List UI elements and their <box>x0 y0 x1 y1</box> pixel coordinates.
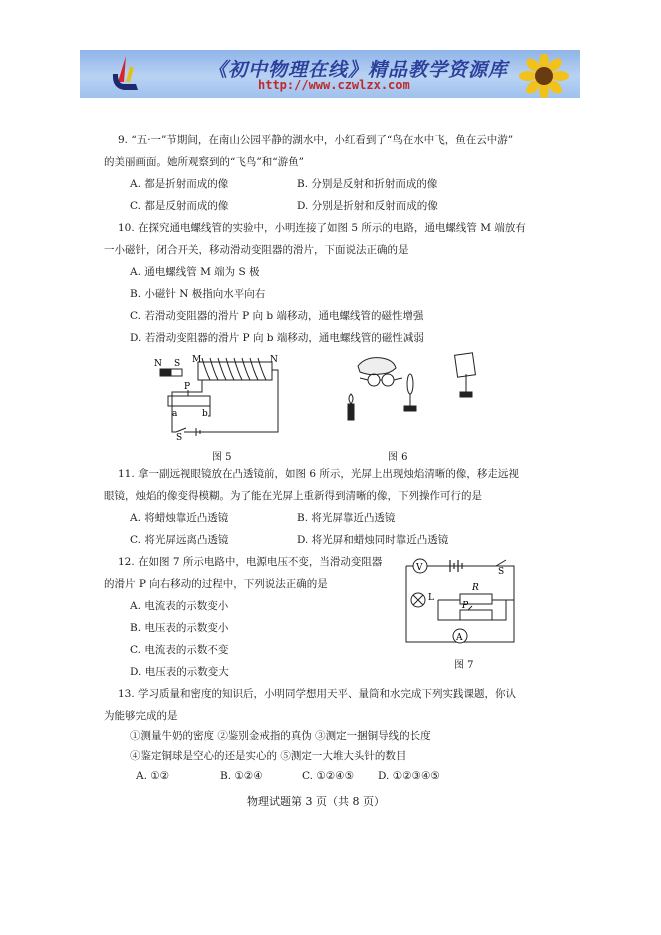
sunflower-icon <box>514 54 574 98</box>
fig5-label-s2: S <box>176 433 183 442</box>
fig5-label-p: P <box>184 382 191 392</box>
fig7-label-p: P <box>462 601 469 611</box>
fig5-label-m: M <box>192 355 202 365</box>
figure-7-circuit <box>398 550 518 650</box>
q10-option-d: D. 若滑动变阻器的滑片 P 向 b 端移动，通电螺线管的磁性减弱 <box>130 332 424 344</box>
fig7-label-r: R <box>472 583 479 593</box>
q10-option-c: C. 若滑动变阻器的滑片 P 向 b 端移动，通电螺线管的磁性增强 <box>130 310 424 322</box>
q10-option-a: A. 通电螺线管 M 端为 S 极 <box>130 266 260 278</box>
q11-option-c: C. 将光屏远离凸透镜 <box>130 534 229 546</box>
fig7-label-s: S <box>498 567 505 577</box>
q10-stem-line1: 10. 在探究通电螺线管的实验中，小明连接了如图 5 所示的电路，通电螺线管 M 端放有 <box>118 222 526 234</box>
fig5-label-a: a <box>172 409 178 419</box>
q11-stem-line2: 眼镜，烛焰的像变得模糊。为了能在光屏上重新得到清晰的像，下列操作可行的是 <box>104 490 482 502</box>
q13-option-a: A. ①② <box>136 770 170 782</box>
q9-option-a: A. 都是折射而成的像 <box>130 178 229 190</box>
fig5-label-n: N <box>154 359 162 369</box>
q9-option-d: D. 分别是折射和反射而成的像 <box>297 200 438 212</box>
fig5-label-n2: N <box>270 355 278 365</box>
figure-5-solenoid-circuit <box>150 352 290 442</box>
q12-option-d: D. 电压表的示数变大 <box>130 666 229 678</box>
fig6-caption: 图 6 <box>388 452 408 463</box>
banner-url[interactable]: http://www.czwlzx.com <box>258 78 410 92</box>
fig7-caption: 图 7 <box>454 660 474 671</box>
fig5-label-s: S <box>174 359 181 369</box>
q13-stem-line2: 为能够完成的是 <box>104 710 178 722</box>
q12-option-a: A. 电流表的示数变小 <box>130 600 229 612</box>
logo-icon <box>108 52 144 94</box>
q12-stem-line1: 12. 在如图 7 所示电路中，电源电压不变，当滑动变阻器 <box>118 556 383 568</box>
q13-items-line1: ①测量牛奶的密度 ②鉴别金戒指的真伪 ③测定一捆铜导线的长度 <box>130 730 431 742</box>
header-banner <box>80 50 580 98</box>
banner-title: 《初中物理在线》精品教学资源库 <box>208 59 509 81</box>
q13-option-c: C. ①②④⑤ <box>302 770 354 782</box>
q11-option-d: D. 将光屏和蜡烛同时靠近凸透镜 <box>297 534 449 546</box>
q12-stem-line2: 的滑片 P 向右移动的过程中，下列说法正确的是 <box>104 578 328 590</box>
q12-option-b: B. 电压表的示数变小 <box>130 622 229 634</box>
q13-stem-line1: 13. 学习质量和密度的知识后，小明同学想用天平、量筒和水完成下列实践课题，你认 <box>118 688 517 700</box>
q11-option-b: B. 将光屏靠近凸透镜 <box>297 512 396 524</box>
q9-stem-line2: 的美丽画面。她所观察到的“飞鸟”和“游鱼” <box>104 156 304 168</box>
fig7-label-v: V <box>416 563 423 573</box>
fig7-label-a: A <box>456 633 463 643</box>
q13-option-d: D. ①②③④⑤ <box>378 770 440 782</box>
q11-option-a: A. 将蜡烛靠近凸透镜 <box>130 512 229 524</box>
q12-option-c: C. 电流表的示数不变 <box>130 644 229 656</box>
fig7-label-l: L <box>428 593 434 603</box>
q9-option-b: B. 分别是反射和折射而成的像 <box>297 178 438 190</box>
page-footer: 物理试题第 3 页（共 8 页） <box>247 795 385 808</box>
q9-option-c: C. 都是反射而成的像 <box>130 200 229 212</box>
q11-stem-line1: 11. 拿一副远视眼镜放在凸透镜前，如图 6 所示，光屏上出现烛焰清晰的像，移走远视 <box>118 468 519 480</box>
q10-stem-line2: 一小磁针，闭合开关，移动滑动变阻器的滑片，下面说法正确的是 <box>104 244 409 256</box>
q13-option-b: B. ①②④ <box>220 770 263 782</box>
fig5-label-b: b <box>202 409 208 419</box>
q10-option-b: B. 小磁针 N 极指向水平向右 <box>130 288 266 300</box>
q9-stem-line1: 9. “五·一”节期间，在南山公园平静的湖水中，小红看到了“鸟在水中飞，鱼在云中游” <box>118 134 514 146</box>
figure-6-optics-bench <box>330 348 490 428</box>
fig5-caption: 图 5 <box>212 452 232 463</box>
q13-items-line2: ④鉴定铜球是空心的还是实心的 ⑤测定一大堆大头针的数目 <box>130 750 407 762</box>
